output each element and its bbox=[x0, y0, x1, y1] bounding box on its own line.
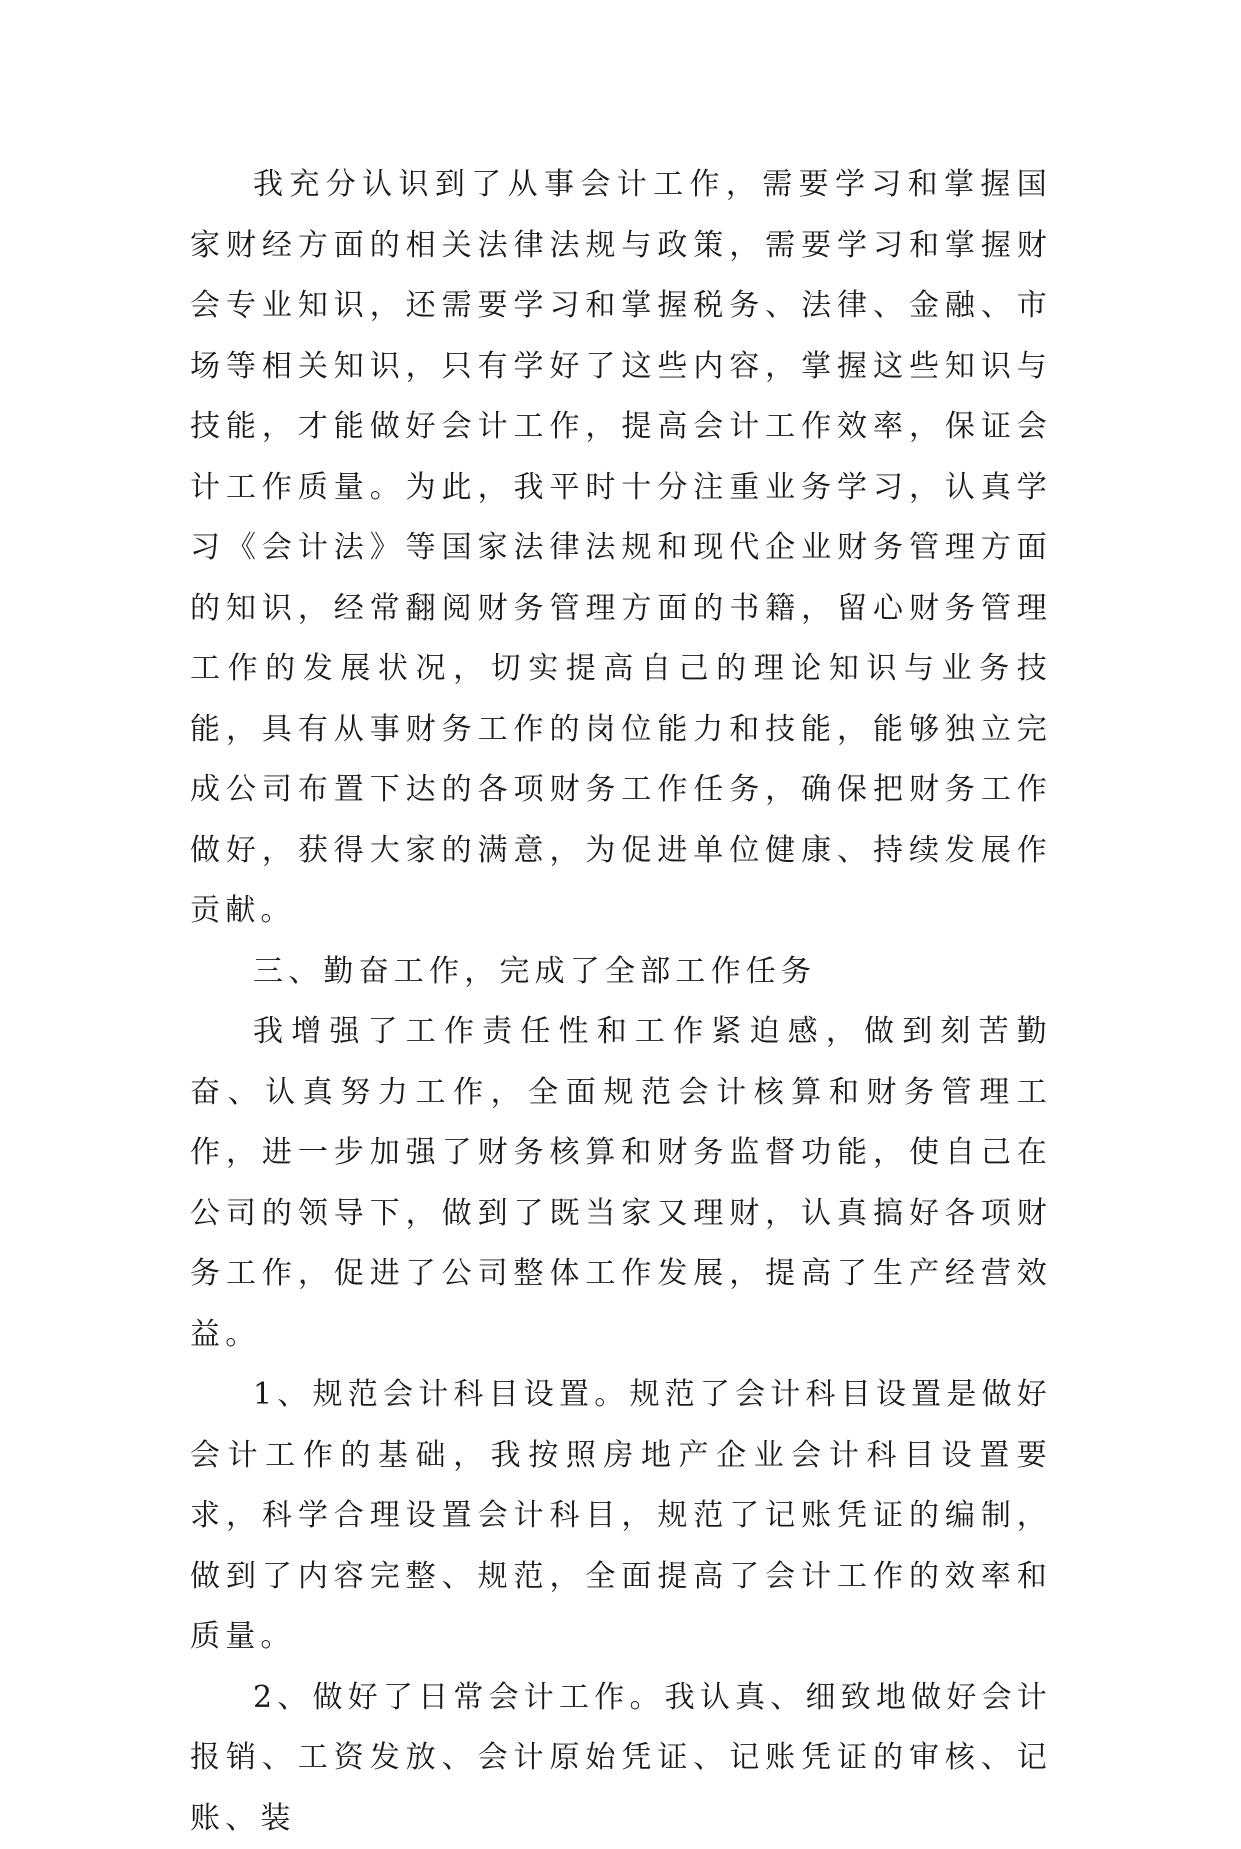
paragraph-accounting-knowledge: 我充分认识到了从事会计工作，需要学习和掌握国家财经方面的相关法律法规与政策，需要学习和掌握财会专业知识，还需要学习和掌握税务、法律、金融、市场等相关知识，只有学好了这些内容，掌握这些知识与技能，才能做好会计工作，提高会计工作效率，保证会计工作质量。为此，我平时十分注重业务学习，认真学习《会计法》等国家法律法规和现代企业财务管理方面的知识，经常翻阅财务管理方面的书籍，留心财务管理工作的发展状况，切实提高自己的理论知识与业务技能，具有从事财务工作的岗位能力和技能，能够独立完成公司布置下达的各项财务工作任务，确保把财务工作做好，获得大家的满意，为促进单位健康、持续发展作贡献。 bbox=[190, 155, 1052, 942]
document-body bbox=[190, 155, 1052, 1849]
section-heading-diligent-work: 三、勤奋工作，完成了全部工作任务 bbox=[190, 942, 1052, 1003]
paragraph-account-setup: 1、规范会计科目设置。规范了会计科目设置是做好会计工作的基础，我按照房地产企业会计科目设置要求，科学合理设置会计科目，规范了记账凭证的编制，做到了内容完整、规范，全面提高了会计工作的效率和质量。 bbox=[190, 1365, 1052, 1668]
paragraph-daily-accounting: 2、做好了日常会计工作。我认真、细致地做好会计报销、工资发放、会计原始凭证、记账凭证的审核、记账、装 bbox=[190, 1668, 1052, 1849]
paragraph-work-responsibility: 我增强了工作责任性和工作紧迫感，做到刻苦勤奋、认真努力工作，全面规范会计核算和财务管理工作，进一步加强了财务核算和财务监督功能，使自己在公司的领导下，做到了既当家又理财，认真搞好各项财务工作，促进了公司整体工作发展，提高了生产经营效益。 bbox=[190, 1002, 1052, 1365]
